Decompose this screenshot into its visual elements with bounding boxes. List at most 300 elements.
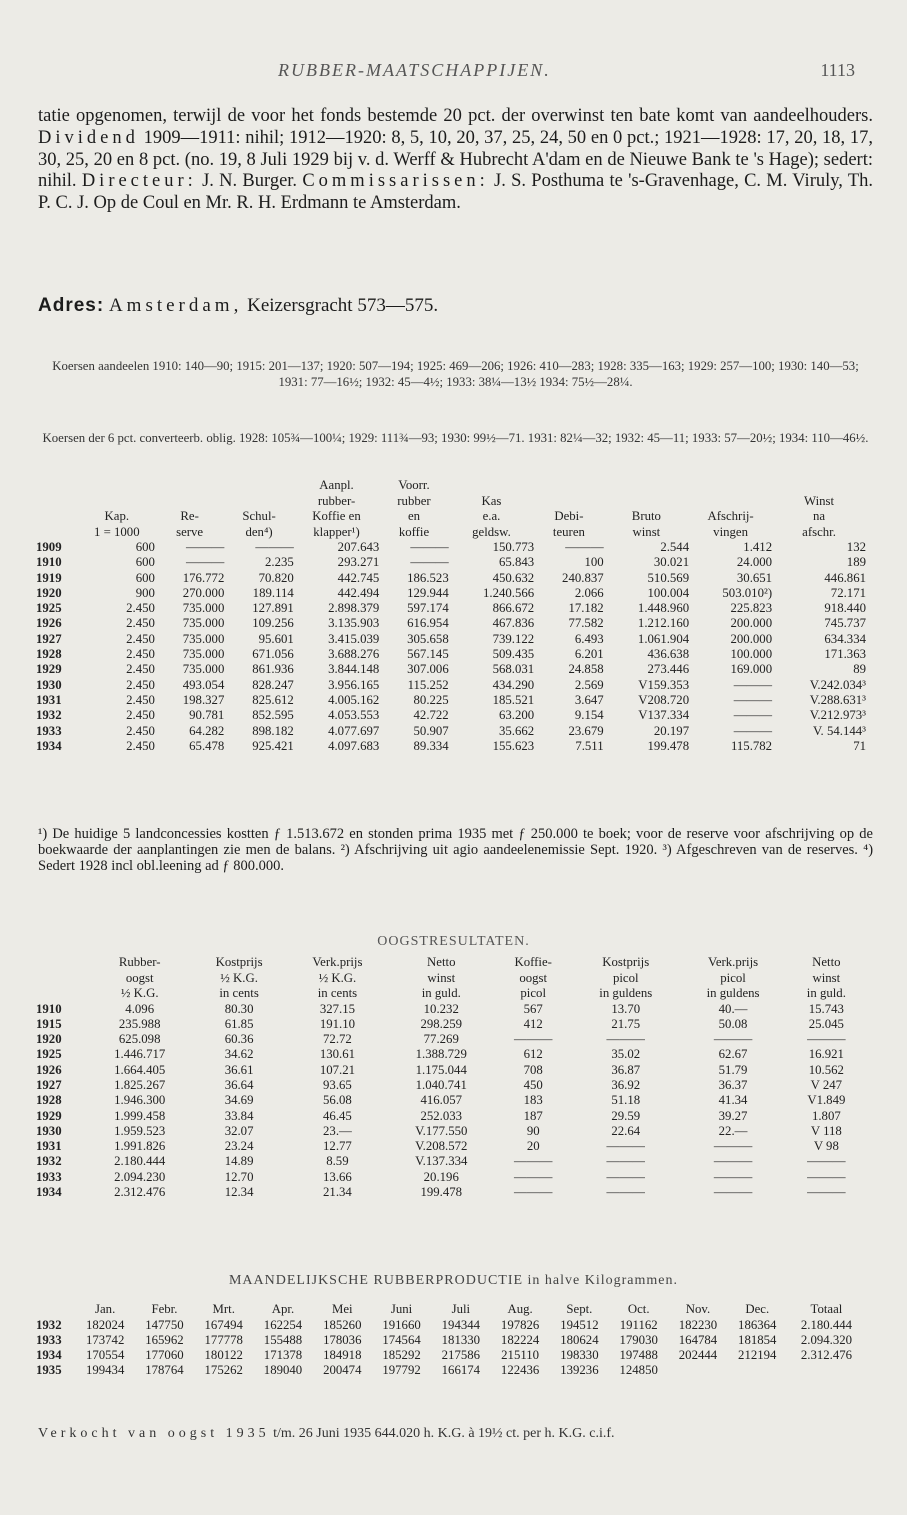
table-cell: 327.15 bbox=[319, 1001, 356, 1016]
table-cell: 12.34 bbox=[224, 1185, 254, 1200]
table-cell: 36.61 bbox=[224, 1062, 254, 1077]
table-cell: 6.201 bbox=[574, 647, 604, 662]
table-cell: 63.200 bbox=[498, 708, 535, 723]
table-header-row bbox=[36, 1302, 866, 1318]
row-year: 1934 bbox=[36, 1185, 62, 1200]
table-cell: 202444 bbox=[678, 1348, 718, 1363]
table-cell: ——— bbox=[565, 540, 604, 554]
table-cell: V137.334 bbox=[638, 708, 690, 723]
table-cell: 735.000 bbox=[182, 616, 225, 631]
table-cell: 467.836 bbox=[492, 616, 535, 631]
column-header: Verk.prijs ½ K.G. in cents bbox=[312, 955, 363, 1000]
table-cell: 2.450 bbox=[126, 677, 155, 692]
column-header: Kap. 1 = 1000 bbox=[94, 509, 140, 539]
column-header: Re- serve bbox=[176, 509, 204, 539]
table-cell: 24.858 bbox=[568, 662, 604, 677]
table-cell: 293.271 bbox=[337, 555, 380, 570]
table-cell: 173742 bbox=[85, 1332, 125, 1347]
table-cell: ——— bbox=[733, 708, 773, 723]
column-header bbox=[36, 478, 79, 540]
table-cell: 191.10 bbox=[319, 1016, 356, 1031]
column-header: Apr. bbox=[271, 1302, 295, 1316]
table-cell: 182024 bbox=[85, 1317, 125, 1332]
table-row bbox=[36, 1139, 866, 1154]
footnote-3: ³) Afgeschreven van de reserves. bbox=[662, 842, 858, 858]
table-cell: ——— bbox=[514, 1032, 553, 1047]
column-header: Kas e.a. geldsw. bbox=[472, 493, 511, 539]
table-row bbox=[36, 1109, 866, 1124]
table-cell: 2.180.444 bbox=[800, 1317, 853, 1332]
column-header: Netto winst in guld. bbox=[806, 955, 846, 1000]
row-year: 1928 bbox=[36, 647, 62, 662]
table-cell: 56.08 bbox=[323, 1093, 352, 1108]
row-year: 1931 bbox=[36, 1139, 62, 1154]
table-cell: V.212.973³ bbox=[809, 708, 866, 723]
row-year: 1934 bbox=[36, 738, 62, 753]
table-cell: 184918 bbox=[323, 1348, 362, 1363]
table-row bbox=[36, 1124, 866, 1139]
table-cell: 735.000 bbox=[182, 647, 225, 662]
share-quotes: Koersen aandeelen 1910: 140—90; 1915: 201—137; 1920: 507—194; 1925: 469—206; 1926: 410—283; 1928: 335—163; 1929: 257—100; 1930: 140—53; 1931: 77—16½; 1932: 45—4½; 1933: 38¼—13½ 1934: 75½—28¼. bbox=[52, 359, 859, 389]
footnote-2: ²) Afschrijving uit agio aandeelenemissie Sept. 1920. bbox=[340, 842, 658, 858]
table-cell: 1.946.300 bbox=[114, 1093, 166, 1108]
table-cell: 493.054 bbox=[182, 677, 225, 692]
table-cell: 162254 bbox=[263, 1317, 303, 1332]
table-cell: 41.34 bbox=[718, 1093, 748, 1108]
table-cell: 412 bbox=[523, 1016, 543, 1031]
table-cell: 50.08 bbox=[718, 1016, 748, 1031]
table-cell: 170554 bbox=[85, 1348, 125, 1363]
table-body bbox=[36, 1318, 866, 1379]
table-cell: 13.66 bbox=[323, 1169, 352, 1184]
directeur-text: J. N. Burger. bbox=[202, 171, 298, 192]
table-cell: ——— bbox=[410, 540, 449, 554]
row-year: 1926 bbox=[36, 616, 62, 631]
table-cell: 9.154 bbox=[574, 708, 604, 723]
table-body bbox=[36, 540, 866, 754]
table-cell bbox=[787, 1363, 866, 1378]
table-header-row bbox=[36, 955, 866, 1002]
table-cell: 194344 bbox=[441, 1317, 481, 1332]
table-cell: 1.959.523 bbox=[114, 1123, 166, 1138]
table-cell: V.242.034³ bbox=[809, 677, 866, 692]
table-cell: 70.820 bbox=[258, 570, 294, 585]
table-cell: 442.494 bbox=[337, 585, 380, 600]
table-cell: 72.72 bbox=[323, 1032, 352, 1047]
table-cell: ——— bbox=[733, 723, 773, 738]
table-cell: 450 bbox=[523, 1077, 543, 1092]
column-header: Mrt. bbox=[212, 1302, 235, 1316]
row-year: 1935 bbox=[36, 1363, 62, 1378]
table-cell: 77.582 bbox=[568, 616, 604, 631]
table-cell: 416.057 bbox=[420, 1093, 463, 1108]
table-cell: 124850 bbox=[619, 1363, 658, 1378]
table-row bbox=[36, 1093, 866, 1108]
table-cell: 305.658 bbox=[407, 631, 449, 646]
table-cell: V 247 bbox=[810, 1077, 843, 1092]
table-cell: 510.569 bbox=[647, 570, 690, 585]
column-header: Rubber- oogst ½ K.G. bbox=[118, 955, 161, 1000]
table-cell: V.137.334 bbox=[415, 1154, 468, 1169]
table-row bbox=[36, 724, 866, 739]
table-cell: 1.061.904 bbox=[637, 631, 690, 646]
table-cell: ——— bbox=[713, 1169, 753, 1184]
table-cell: 182224 bbox=[500, 1332, 540, 1347]
table-cell: 176.772 bbox=[182, 570, 225, 585]
table-cell: 1.175.044 bbox=[415, 1062, 467, 1077]
table-cell: V208.720 bbox=[638, 692, 690, 707]
table-cell: 3.647 bbox=[574, 692, 604, 707]
table-cell: 2.180.444 bbox=[114, 1154, 166, 1169]
table-cell: 273.446 bbox=[647, 662, 690, 677]
column-header: Aug. bbox=[507, 1302, 533, 1316]
row-year: 1925 bbox=[36, 601, 62, 616]
row-year: 1927 bbox=[36, 1077, 62, 1092]
column-header: Kostprijs ½ K.G. in cents bbox=[215, 955, 263, 1000]
row-year: 1932 bbox=[36, 1154, 62, 1169]
table-cell: ——— bbox=[606, 1139, 645, 1154]
table-row bbox=[36, 601, 866, 616]
row-year: 1926 bbox=[36, 1062, 62, 1077]
table-cell: 4.077.697 bbox=[328, 723, 380, 738]
table-cell: ——— bbox=[514, 1154, 553, 1169]
table-row bbox=[36, 1170, 866, 1185]
row-year: 1931 bbox=[36, 692, 62, 707]
table-cell: 186.523 bbox=[407, 570, 449, 585]
table-cell: 1.240.566 bbox=[483, 585, 535, 600]
table-cell: 180122 bbox=[204, 1348, 243, 1363]
column-header: Mei bbox=[331, 1302, 353, 1316]
table-cell: 169.000 bbox=[730, 662, 773, 677]
table-cell: 21.34 bbox=[323, 1185, 352, 1200]
table-cell: 130.61 bbox=[319, 1047, 356, 1062]
table-cell: 567 bbox=[523, 1001, 543, 1016]
table-row bbox=[36, 616, 866, 631]
bond-quotes: Koersen der 6 pct. converteerb. oblig. 1928: 105¾—100¼; 1929: 111¾—93; 1930: 99½—71. 1931: 82¼—32; 1932: 45—11; 1933: 57—20½; 1934: 110—46½. bbox=[42, 431, 869, 445]
table-cell: 198330 bbox=[560, 1348, 599, 1363]
table-cell: 182230 bbox=[678, 1317, 718, 1332]
table-cell: 2.450 bbox=[126, 631, 155, 646]
table-cell: 122436 bbox=[500, 1363, 540, 1378]
table-row bbox=[36, 647, 866, 662]
column-header: Sept. bbox=[566, 1302, 593, 1316]
table-cell: 180624 bbox=[560, 1332, 599, 1347]
column-header: Koffie- oogst picol bbox=[514, 955, 552, 1000]
table-cell: 29.59 bbox=[611, 1108, 641, 1123]
table-cell: ——— bbox=[255, 540, 294, 554]
table-row bbox=[36, 1002, 866, 1017]
table-cell: 708 bbox=[523, 1062, 543, 1077]
table-cell: 197826 bbox=[500, 1317, 540, 1332]
table-cell: 185.521 bbox=[492, 692, 535, 707]
table-cell: 2.450 bbox=[126, 647, 155, 662]
table-row bbox=[36, 1363, 866, 1378]
table-cell: ——— bbox=[733, 692, 773, 707]
column-header bbox=[36, 955, 88, 1002]
table-row bbox=[36, 1348, 866, 1363]
table-cell: 107.21 bbox=[319, 1062, 356, 1077]
table-cell: 171378 bbox=[263, 1348, 303, 1363]
company-description bbox=[38, 106, 873, 215]
table-cell: 80.30 bbox=[224, 1001, 254, 1016]
table-cell: 2.312.476 bbox=[114, 1185, 166, 1200]
table-cell: 925.421 bbox=[252, 738, 294, 753]
row-year: 1928 bbox=[36, 1093, 62, 1108]
table-cell: 191162 bbox=[619, 1317, 658, 1332]
table-cell: 164784 bbox=[678, 1332, 718, 1347]
table-cell: 35.662 bbox=[498, 723, 535, 738]
table-cell: ——— bbox=[514, 1185, 553, 1200]
row-year: 1929 bbox=[36, 662, 62, 677]
table-cell: ——— bbox=[514, 1169, 553, 1184]
table-cell: 132 bbox=[846, 540, 866, 554]
table-cell: 212194 bbox=[738, 1348, 777, 1363]
table-cell: 240.837 bbox=[562, 570, 604, 585]
table-cell: 3.844.148 bbox=[328, 662, 380, 677]
table-cell: 46.45 bbox=[323, 1108, 352, 1123]
table-cell: 852.595 bbox=[252, 708, 294, 723]
table-cell: 568.031 bbox=[492, 662, 535, 677]
table-cell: ——— bbox=[713, 1139, 753, 1154]
table-cell: 51.79 bbox=[718, 1062, 748, 1077]
column-header: Schul- den⁴) bbox=[242, 509, 276, 539]
table-row bbox=[36, 586, 866, 601]
running-header bbox=[0, 60, 907, 86]
table-cell bbox=[668, 1363, 727, 1378]
table-cell: 14.89 bbox=[224, 1154, 254, 1169]
table-cell: 503.010²) bbox=[722, 585, 773, 600]
table-cell: V 98 bbox=[813, 1139, 839, 1154]
table-cell: 23.— bbox=[323, 1123, 352, 1138]
table-cell: 40.— bbox=[718, 1001, 748, 1016]
table-row bbox=[36, 708, 866, 723]
table-cell: 252.033 bbox=[420, 1108, 463, 1123]
table-cell: 298.259 bbox=[420, 1016, 463, 1031]
table-cell: 199434 bbox=[85, 1363, 125, 1378]
table-cell: 185292 bbox=[382, 1348, 421, 1363]
table-cell: ——— bbox=[185, 555, 225, 570]
column-header: Aanpl. rubber- Koffie en klapper¹) bbox=[312, 478, 361, 539]
table-cell: 436.638 bbox=[647, 647, 690, 662]
directeur-label: Directeur: bbox=[81, 171, 197, 192]
table-cell: 13.70 bbox=[611, 1001, 641, 1016]
column-header: Kostprijs picol in guldens bbox=[599, 955, 653, 1000]
table-cell: 215110 bbox=[501, 1348, 540, 1363]
table-cell: 2.569 bbox=[574, 677, 604, 692]
table-cell: 15.743 bbox=[808, 1001, 844, 1016]
table-cell: 171.363 bbox=[824, 647, 866, 662]
sales-note bbox=[38, 1426, 873, 1442]
table-cell: 155488 bbox=[263, 1332, 303, 1347]
table-cell: 90.781 bbox=[189, 708, 225, 723]
adres-street: Keizersgracht 573—575. bbox=[247, 295, 439, 316]
table-cell: 2.898.379 bbox=[328, 601, 380, 616]
table-cell: 51.18 bbox=[611, 1093, 641, 1108]
table-cell: 167494 bbox=[204, 1317, 243, 1332]
table-cell: 100.004 bbox=[647, 585, 690, 600]
table-cell: 3.415.039 bbox=[328, 631, 380, 646]
column-header: Oct. bbox=[627, 1302, 650, 1316]
column-header: Nov. bbox=[685, 1302, 711, 1316]
table-cell: 1.388.729 bbox=[415, 1047, 467, 1062]
adres-city: Amsterdam, bbox=[108, 295, 243, 316]
column-header: Jan. bbox=[95, 1302, 116, 1316]
table-cell: 10.562 bbox=[808, 1062, 844, 1077]
table-cell: ——— bbox=[606, 1185, 645, 1200]
table-row bbox=[36, 693, 866, 708]
table-row bbox=[36, 1017, 866, 1032]
table-cell: 200.000 bbox=[730, 616, 773, 631]
table-cell: 600 bbox=[135, 570, 155, 585]
table-cell: 918.440 bbox=[824, 601, 866, 616]
table-cell: 2.094.320 bbox=[800, 1332, 853, 1347]
section-title: RUBBER-MAATSCHAPPIJEN. bbox=[278, 60, 551, 80]
table-cell: 179030 bbox=[619, 1332, 658, 1347]
column-header bbox=[36, 1302, 76, 1318]
row-year: 1919 bbox=[36, 570, 62, 585]
table-cell: ——— bbox=[733, 677, 773, 692]
table-cell: 39.27 bbox=[718, 1108, 748, 1123]
table-cell: ——— bbox=[807, 1032, 846, 1047]
table-cell: 625.098 bbox=[118, 1032, 161, 1047]
table-cell: 185260 bbox=[323, 1317, 362, 1332]
table-cell: 62.67 bbox=[718, 1047, 748, 1062]
table-row bbox=[36, 1154, 866, 1169]
table-cell: 735.000 bbox=[182, 662, 225, 677]
column-header: Netto winst in guld. bbox=[421, 955, 461, 1000]
table-cell: 1.212.160 bbox=[637, 616, 690, 631]
table-cell: 24.000 bbox=[736, 555, 773, 570]
table-row bbox=[36, 1063, 866, 1078]
table-cell: 65.843 bbox=[498, 555, 535, 570]
table-cell: 197792 bbox=[382, 1363, 421, 1378]
table-cell: 100.000 bbox=[730, 647, 773, 662]
footnote-4: ⁴) Sedert 1928 incl obl.leening ad ƒ 800.000. bbox=[38, 842, 874, 874]
table-row bbox=[36, 1318, 866, 1333]
table-cell: 735.000 bbox=[182, 601, 225, 616]
table-cell: ——— bbox=[606, 1154, 645, 1169]
table-cell: 165962 bbox=[145, 1332, 184, 1347]
table-cell: 95.601 bbox=[258, 631, 294, 646]
table-cell: 1.448.960 bbox=[637, 601, 690, 616]
table-header-row bbox=[36, 478, 866, 540]
table-cell: 181330 bbox=[441, 1332, 481, 1347]
table-cell: 191660 bbox=[382, 1317, 421, 1332]
table-cell: 2.450 bbox=[126, 708, 155, 723]
table-cell: ——— bbox=[713, 1185, 753, 1200]
table-cell: 509.435 bbox=[492, 647, 535, 662]
table-row bbox=[36, 632, 866, 647]
table-cell: V.177.550 bbox=[415, 1123, 468, 1138]
table-cell: 71 bbox=[853, 738, 866, 753]
table-cell: 434.290 bbox=[492, 677, 535, 692]
table-cell: 2.450 bbox=[126, 662, 155, 677]
table-cell: 866.672 bbox=[492, 601, 535, 616]
table-cell: 30.651 bbox=[736, 570, 773, 585]
row-year: 1932 bbox=[36, 708, 62, 723]
table-cell: 8.59 bbox=[326, 1154, 349, 1169]
table-cell: 36.64 bbox=[224, 1077, 254, 1092]
table-cell: 61.85 bbox=[224, 1016, 254, 1031]
footnote-1: ¹) De huidige 5 landconcessies kostten ƒ 1.513.672 en stonden prima 1935 met ƒ 250.000 te boek; voor de reserve voor afschrijving op de boekwaarde der aanplantingen zie men de balans. bbox=[38, 826, 873, 858]
table-cell: 3.956.165 bbox=[328, 677, 380, 692]
table-cell: 825.612 bbox=[252, 692, 294, 707]
table-cell: 1.040.741 bbox=[415, 1077, 467, 1092]
commissarissen-label: Commissarissen: bbox=[302, 171, 489, 192]
table-cell: 1.825.267 bbox=[114, 1077, 166, 1092]
table-row bbox=[36, 678, 866, 693]
column-header: Dec. bbox=[745, 1302, 770, 1316]
table-cell: 72.171 bbox=[830, 585, 866, 600]
table-cell: 150.773 bbox=[492, 540, 535, 554]
table-cell: 1.412 bbox=[743, 540, 773, 554]
table-cell: 20 bbox=[526, 1139, 540, 1154]
table-cell: 93.65 bbox=[323, 1077, 352, 1092]
table-cell: 600 bbox=[135, 555, 155, 570]
sales-text: t/m. 26 Juni 1935 644.020 h. K.G. à 19½ ct. per h. K.G. c.i.f. bbox=[273, 1426, 615, 1441]
table-cell: 612 bbox=[523, 1047, 543, 1062]
table-row bbox=[36, 571, 866, 586]
row-year: 1934 bbox=[36, 1348, 62, 1363]
table-cell: 178764 bbox=[145, 1363, 184, 1378]
table-cell: 616.954 bbox=[407, 616, 449, 631]
table-row bbox=[36, 739, 866, 754]
table-cell: 77.269 bbox=[423, 1032, 459, 1047]
table-cell: 2.450 bbox=[126, 616, 155, 631]
row-year: 1920 bbox=[36, 1032, 62, 1047]
table-cell: 735.000 bbox=[182, 631, 225, 646]
table-cell: ——— bbox=[185, 540, 225, 554]
table-cell: 115.252 bbox=[407, 677, 449, 692]
table-cell: 217586 bbox=[441, 1348, 481, 1363]
table-cell: 22.— bbox=[718, 1123, 748, 1138]
table-cell bbox=[728, 1363, 787, 1378]
table-cell: 671.056 bbox=[252, 647, 294, 662]
table-cell: 1.664.405 bbox=[114, 1062, 166, 1077]
table-cell: ——— bbox=[713, 1154, 753, 1169]
row-year: 1915 bbox=[36, 1016, 62, 1031]
table-cell: V 118 bbox=[810, 1123, 842, 1138]
table-cell: 177778 bbox=[204, 1332, 243, 1347]
table-row bbox=[36, 1078, 866, 1093]
column-header: Afschrij- vingen bbox=[707, 509, 754, 539]
table-cell: V.288.631³ bbox=[809, 692, 866, 707]
table-row bbox=[36, 1185, 866, 1200]
table-cell: 207.643 bbox=[337, 540, 380, 554]
table-cell: 828.247 bbox=[252, 677, 294, 692]
column-header: Voorr. rubber en koffie bbox=[397, 478, 431, 539]
column-header: Winst na afschr. bbox=[802, 493, 836, 539]
table-cell: 34.69 bbox=[224, 1093, 254, 1108]
table-cell: 194512 bbox=[560, 1317, 599, 1332]
table-cell: 89 bbox=[853, 662, 866, 677]
table-cell: 1.807 bbox=[811, 1108, 841, 1123]
table-cell: 2.450 bbox=[126, 601, 155, 616]
table-row bbox=[36, 662, 866, 677]
row-year: 1909 bbox=[36, 540, 62, 554]
table-cell: 36.87 bbox=[611, 1062, 641, 1077]
table-cell: 186364 bbox=[738, 1317, 777, 1332]
table-cell: 270.000 bbox=[182, 585, 225, 600]
row-year: 1933 bbox=[36, 1332, 62, 1347]
table-cell: 1.999.458 bbox=[114, 1108, 166, 1123]
page-number: 1113 bbox=[820, 60, 855, 80]
dividend-text: 1909—1911: nihil; 1912—1920: 8, 5, 10, 20, 37, 25, 24, 50 en 0 pct.; 1921—1928: 17, 20, 18, 17, 30, 25, 20 en 8 pct. (no. 19, 8 Juli 1929 bij v. d. Werff & Hubrecht A'dam en de Nieuwe Bank te 's Hage); sedert: nihil. bbox=[38, 127, 874, 192]
commissarissen-text: J. S. Posthuma te 's-Gravenhage, C. M. Viruly, Th. P. C. J. Op de Coul en Mr. R. H. Erdmann te Amsterdam. bbox=[38, 171, 874, 214]
table-cell: 200.000 bbox=[730, 631, 773, 646]
table-cell: 4.053.553 bbox=[328, 708, 380, 723]
table-cell: 23.679 bbox=[568, 723, 604, 738]
